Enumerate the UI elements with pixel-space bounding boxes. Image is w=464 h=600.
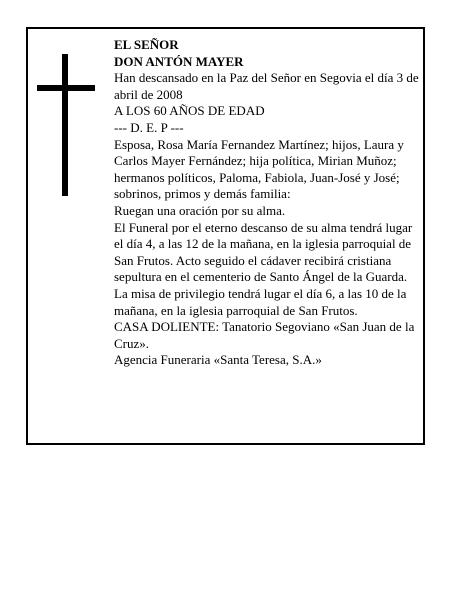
funeral-agency: Agencia Funeraria «Santa Teresa, S.A.» [114, 352, 322, 368]
cross-icon [37, 54, 95, 196]
prayer-request: Ruegan una oración por su alma. [114, 202, 286, 218]
title-line-1: EL SEÑOR [114, 37, 179, 52]
cross-horizontal-bar [37, 85, 95, 91]
age-line: A LOS 60 AÑOS DE EDAD [114, 103, 265, 119]
family-list: Esposa, Rosa María Fernandez Martínez; hijos, Laura y Carlos Mayer Fernández; hija política, Mirian Muñoz; hermanos políticos, Paloma, Fabiola, Juan-José y José; sobrinos, primos y demás familia: [114, 136, 404, 202]
title-line-2: DON ANTÓN MAYER [114, 53, 244, 69]
mourning-house: CASA DOLIENTE: Tanatorio Segoviano «San Juan de la Cruz». [114, 319, 415, 351]
death-info: Han descansado en la Paz del Señor en Segovia el día 3 de abril de 2008 [114, 70, 419, 102]
obituary-text [114, 37, 420, 369]
rip-line: --- D. E. P --- [114, 119, 184, 135]
funeral-details: El Funeral por el eterno descanso de su alma tendrá lugar el día 4, a las 12 de la mañana, en la iglesia parroquial de San Frutos. Acto seguido el cádaver recibirá cristiana sepultura en el cementerio de Santo Ángel de la Guarda. La misa de privilegio tendrá lugar el día 6, a las 10 de la mañana, en la iglesia parroquial de San Frutos. [114, 219, 413, 318]
cross-vertical-bar [62, 54, 68, 196]
